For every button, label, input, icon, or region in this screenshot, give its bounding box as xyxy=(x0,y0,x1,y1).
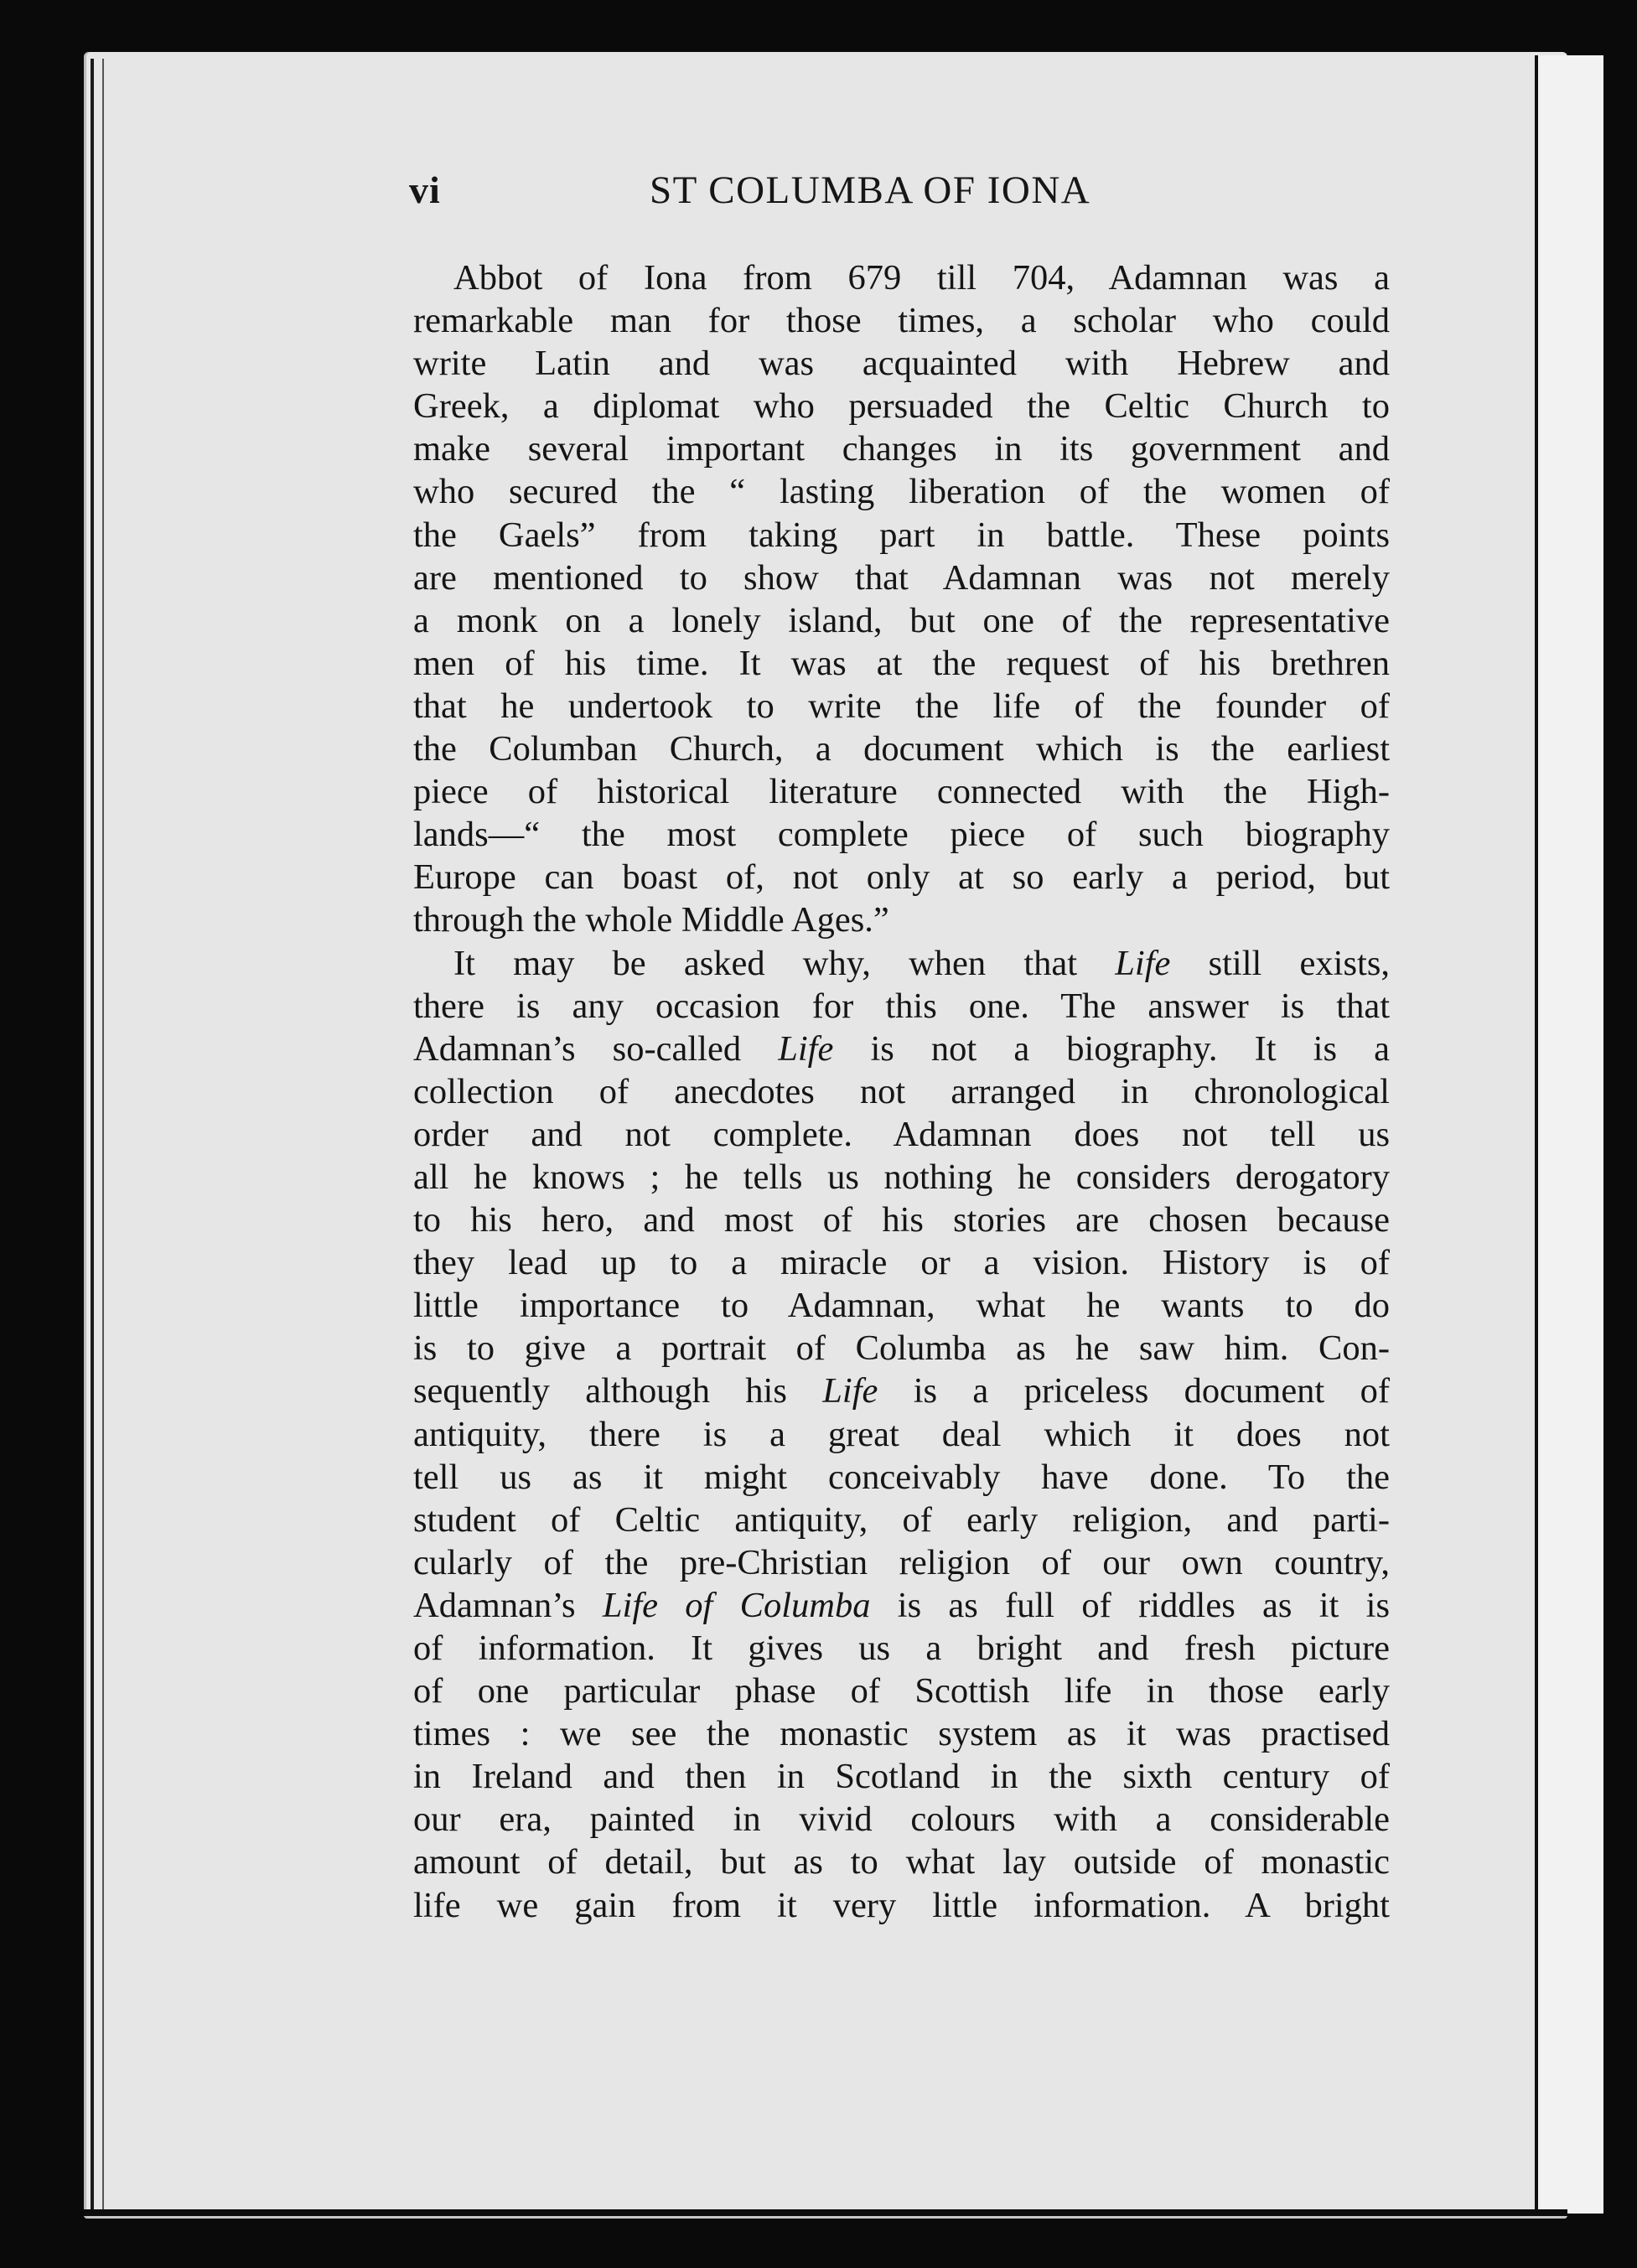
adjacent-page-edge xyxy=(1535,55,1603,2214)
text-line: write Latin and was acquainted with Hebrew and xyxy=(413,344,1390,384)
page-header xyxy=(409,168,1390,226)
page-bottom-edge xyxy=(84,2209,1567,2216)
text-line: antiquity, there is a great deal which it does not xyxy=(413,1414,1390,1454)
text-line: life we gain from it very little information. A bright xyxy=(413,1885,1390,1925)
paragraph-2 xyxy=(413,942,1390,1927)
text-line: there is any occasion for this one. The answer is that xyxy=(413,986,1390,1026)
paragraph-1 xyxy=(413,256,1390,942)
text-line: of one particular phase of Scottish life in those early xyxy=(413,1671,1390,1711)
text-line: lands—“ the most complete piece of such biography xyxy=(413,815,1390,855)
text-line: a monk on a lonely island, but one of the representative xyxy=(413,600,1390,640)
italic-title: Life xyxy=(822,1371,878,1411)
binding-edge xyxy=(91,59,94,2213)
text-line: make several important changes in its government and xyxy=(413,429,1390,469)
text-line: through the whole Middle Ages.” xyxy=(413,900,889,940)
text-line: men of his time. It was at the request of his brethren xyxy=(413,643,1390,683)
text-line: of information. It gives us a bright and fresh picture xyxy=(413,1629,1390,1668)
text-line: who secured the “ lasting liberation of the women of xyxy=(413,472,1390,512)
text-line: is to give a portrait of Columba as he saw him. Con- xyxy=(413,1328,1390,1369)
text-line: the Columban Church, a document which is the earliest xyxy=(413,729,1390,769)
text-line: cularly of the pre-Christian religion of our own country, xyxy=(413,1542,1390,1582)
page-number: vi xyxy=(409,168,441,211)
text-line: to his hero, and most of his stories are chosen because xyxy=(413,1200,1390,1240)
text-line: Greek, a diplomat who persuaded the Celtic Church to xyxy=(413,386,1390,427)
text-line: tell us as it might conceivably have done. To the xyxy=(413,1457,1390,1497)
text-line: sequently although his Life is a priceless document of xyxy=(413,1371,1390,1411)
text-line: Europe can boast of, not only at so early a period, but xyxy=(413,857,1390,898)
text-line: student of Celtic antiquity, of early religion, and parti- xyxy=(413,1499,1390,1540)
text-line: our era, painted in vivid colours with a considerable xyxy=(413,1799,1390,1840)
italic-title: Life xyxy=(778,1028,834,1069)
text-line: remarkable man for those times, a scholar who could xyxy=(413,301,1390,341)
text-line: that he undertook to write the life of the founder of xyxy=(413,686,1390,726)
text-line: It may be asked why, when that Life still exists, xyxy=(453,943,1390,983)
text-line: collection of anecdotes not arranged in chronological xyxy=(413,1071,1390,1111)
body-text xyxy=(413,256,1390,1927)
text-line: Adamnan’s Life of Columba is as full of riddles as it is xyxy=(413,1585,1390,1625)
text-line: piece of historical literature connected with the High- xyxy=(413,772,1390,812)
text-line: Abbot of Iona from 679 till 704, Adamnan was a xyxy=(453,258,1390,298)
text-line: are mentioned to show that Adamnan was not merely xyxy=(413,557,1390,598)
binding-edge-inner xyxy=(102,59,104,2213)
text-line: times : we see the monastic system as it was practised xyxy=(413,1714,1390,1754)
text-line: Adamnan’s so-called Life is not a biography. It is a xyxy=(413,1028,1390,1069)
text-line: all he knows ; he tells us nothing he considers derogatory xyxy=(413,1157,1390,1197)
text-line: order and not complete. Adamnan does not tell us xyxy=(413,1114,1390,1154)
text-line: little importance to Adamnan, what he wants to do xyxy=(413,1286,1390,1326)
running-title: ST COLUMBA OF IONA xyxy=(650,168,1091,212)
text-line: amount of detail, but as to what lay outside of monastic xyxy=(413,1842,1390,1882)
text-line: the Gaels” from taking part in battle. These points xyxy=(413,515,1390,555)
text-line: they lead up to a miracle or a vision. History is of xyxy=(413,1243,1390,1283)
italic-title: Life xyxy=(1115,943,1171,983)
italic-title: Life of Columba xyxy=(602,1585,871,1625)
text-line: in Ireland and then in Scotland in the sixth century of xyxy=(413,1757,1390,1797)
